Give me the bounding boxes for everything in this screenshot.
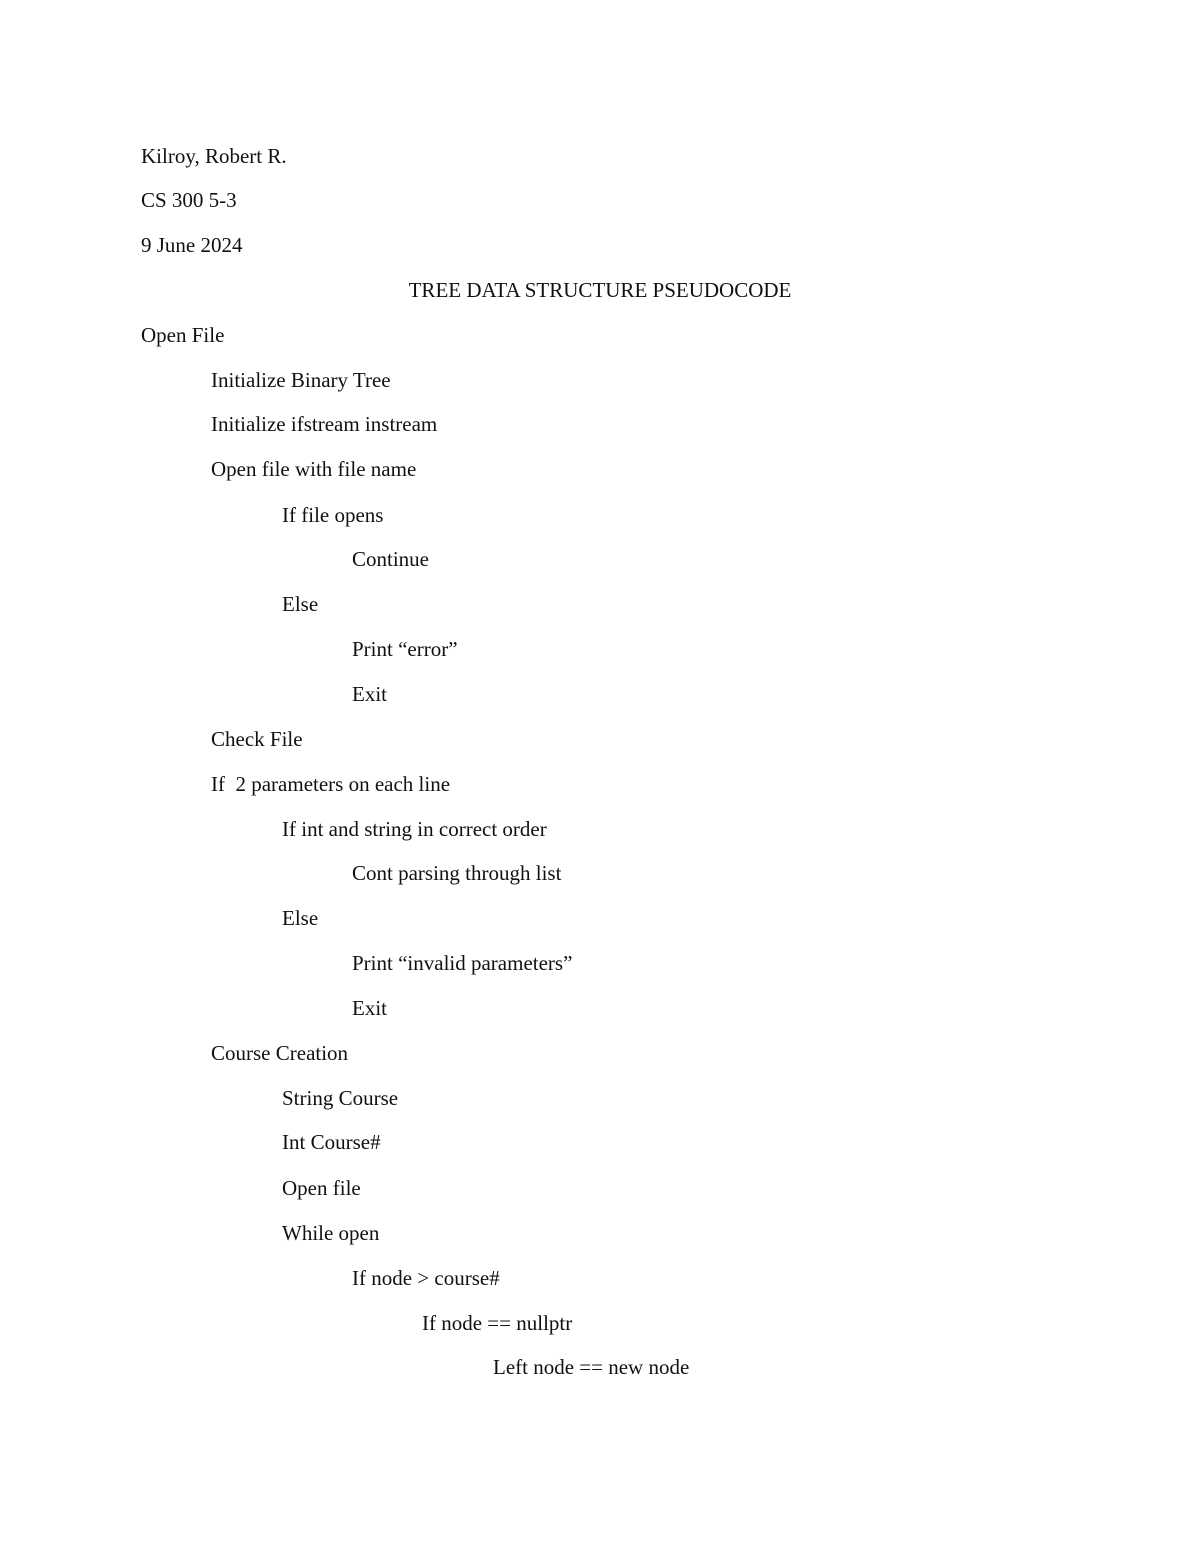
pseudocode-line: Else	[282, 906, 319, 930]
pseudocode-line: Initialize ifstream instream	[211, 412, 438, 436]
pseudocode-line: Open file	[282, 1176, 361, 1200]
pseudocode-line: If file opens	[282, 503, 384, 527]
pseudocode-line: Continue	[352, 547, 429, 571]
course-code: CS 300 5-3	[141, 188, 237, 212]
pseudocode-line: Left node == new node	[493, 1355, 690, 1379]
pseudocode-line: While open	[282, 1221, 380, 1245]
document-date: 9 June 2024	[141, 233, 243, 257]
pseudocode-line: Print “error”	[352, 637, 458, 661]
document-title: TREE DATA STRUCTURE PSEUDOCODE	[408, 278, 792, 302]
author-name: Kilroy, Robert R.	[141, 144, 287, 168]
pseudocode-line: Course Creation	[211, 1041, 349, 1065]
pseudocode-line: Open file with file name	[211, 457, 417, 481]
pseudocode-line: Cont parsing through list	[352, 861, 562, 885]
pseudocode-line: Else	[282, 592, 319, 616]
pseudocode-line: If node == nullptr	[422, 1311, 573, 1335]
pseudocode-line: Check File	[211, 727, 303, 751]
pseudocode-line: If 2 parameters on each line	[211, 772, 451, 796]
pseudocode-line: If node > course#	[352, 1266, 500, 1290]
pseudocode-line: Open File	[141, 323, 225, 347]
pseudocode-line: String Course	[282, 1086, 399, 1110]
pseudocode-line: Exit	[352, 996, 387, 1020]
pseudocode-line: Int Course#	[282, 1130, 381, 1154]
pseudocode-line: Exit	[352, 682, 387, 706]
pseudocode-line: Print “invalid parameters”	[352, 951, 573, 975]
pseudocode-line: Initialize Binary Tree	[211, 368, 391, 392]
pseudocode-line: If int and string in correct order	[282, 817, 547, 841]
